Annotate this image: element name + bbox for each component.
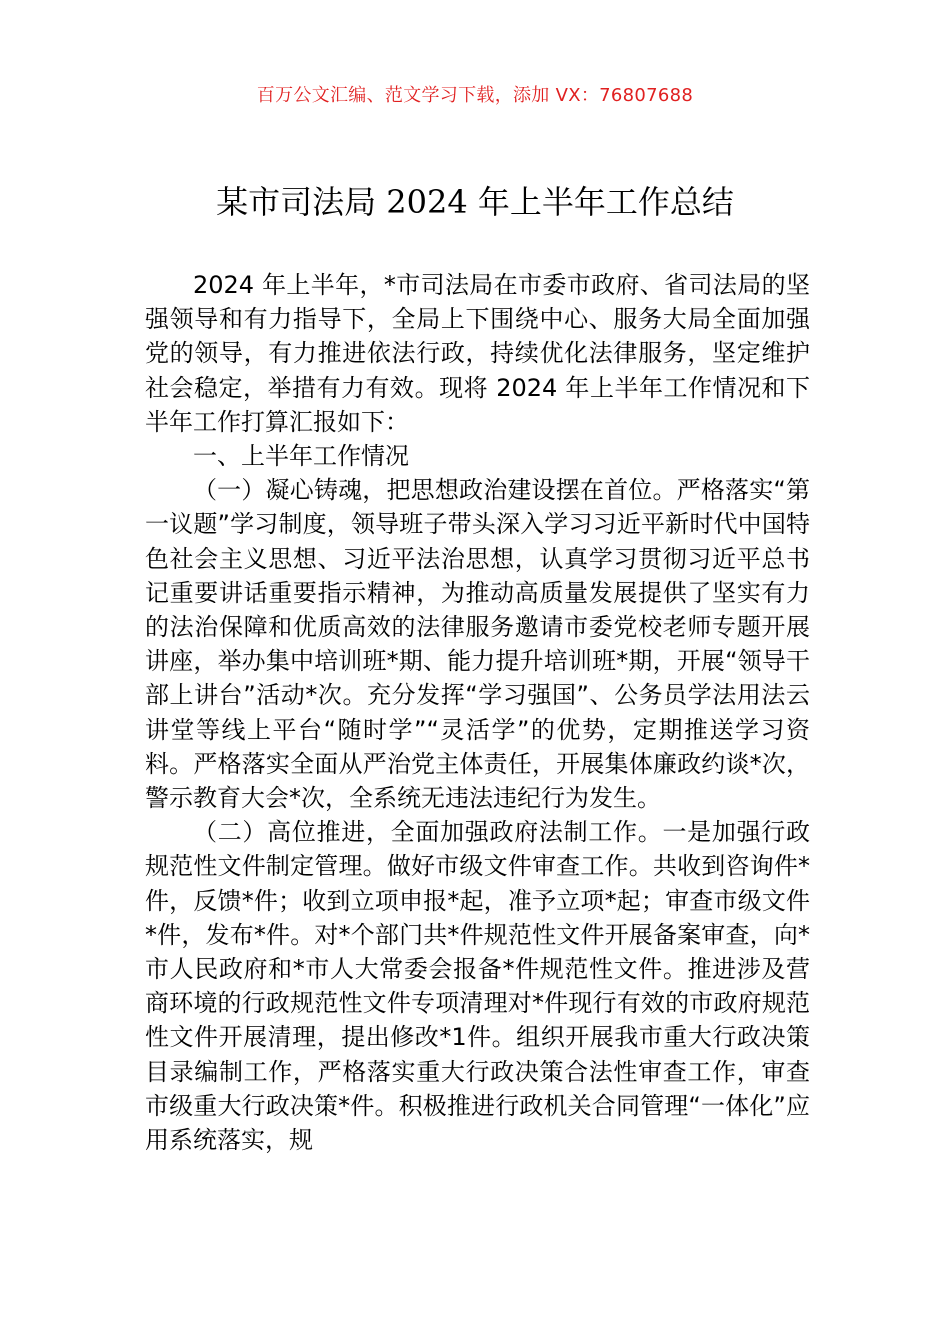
body-paragraph: （二）高位推进，全面加强政府法制工作。一是加强行政规范性文件制定管理。做好市级文件审查工作。共收到咨询件*件，反馈*件；收到立项申报*起，准予立项*起；审查市级文件*件，发布*件。对*个部门共*件规范性文件开展备案审查，向*市人民政府和*市人大常委会报备*件规范性文件。推进涉及营商环境的行政规范性文件专项清理对*件现行有效的市政府规范性文件开展清理，提出修改*1件。组织开展我市重大行政决策目录编制工作，严格落实重大行政决策合法性审查工作，审查市级重大行政决策*件。积极推进行政机关合同管理“一体化”应用系统落实，规 bbox=[145, 818, 810, 1155]
section-heading: 一、上半年工作情况 bbox=[193, 442, 409, 471]
body-paragraph: （一）凝心铸魂，把思想政治建设摆在首位。严格落实“第一议题”学习制度，领导班子带头深入学习习近平新时代中国特色社会主义思想、习近平法治思想，认真学习贯彻习近平总书记重要讲话重要指示精神，为推动高质量发展提供了坚实有力的法治保障和优质高效的法律服务邀请市委党校老师专题开展讲座，举办集中培训班*期、能力提升培训班*期，开展“领导干部上讲台”活动*次。充分发挥“学习强国”、公务员学法用法云讲堂等线上平台“随时学”“灵活学”的优势，定期推送学习资料。严格落实全面从严治党主体责任，开展集体廉政约谈*次，警示教育大会*次，全系统无违法违纪行为发生。 bbox=[145, 476, 810, 813]
intro-paragraph: 2024 年上半年，*市司法局在市委市政府、省司法局的坚强领导和有力指导下，全局上下围绕中心、服务大局全面加强党的领导，有力推进依法行政，持续优化法律服务，坚定维护社会稳定，举措有力有效。现将 2024 年上半年工作情况和下半年工作打算汇报如下： bbox=[145, 271, 810, 436]
document-body bbox=[145, 268, 810, 1157]
document-title: 某市司法局 2024 年上半年工作总结 bbox=[216, 183, 734, 221]
watermark-banner: 百万公文汇编、范文学习下载，添加 VX：76807688 bbox=[256, 85, 694, 106]
